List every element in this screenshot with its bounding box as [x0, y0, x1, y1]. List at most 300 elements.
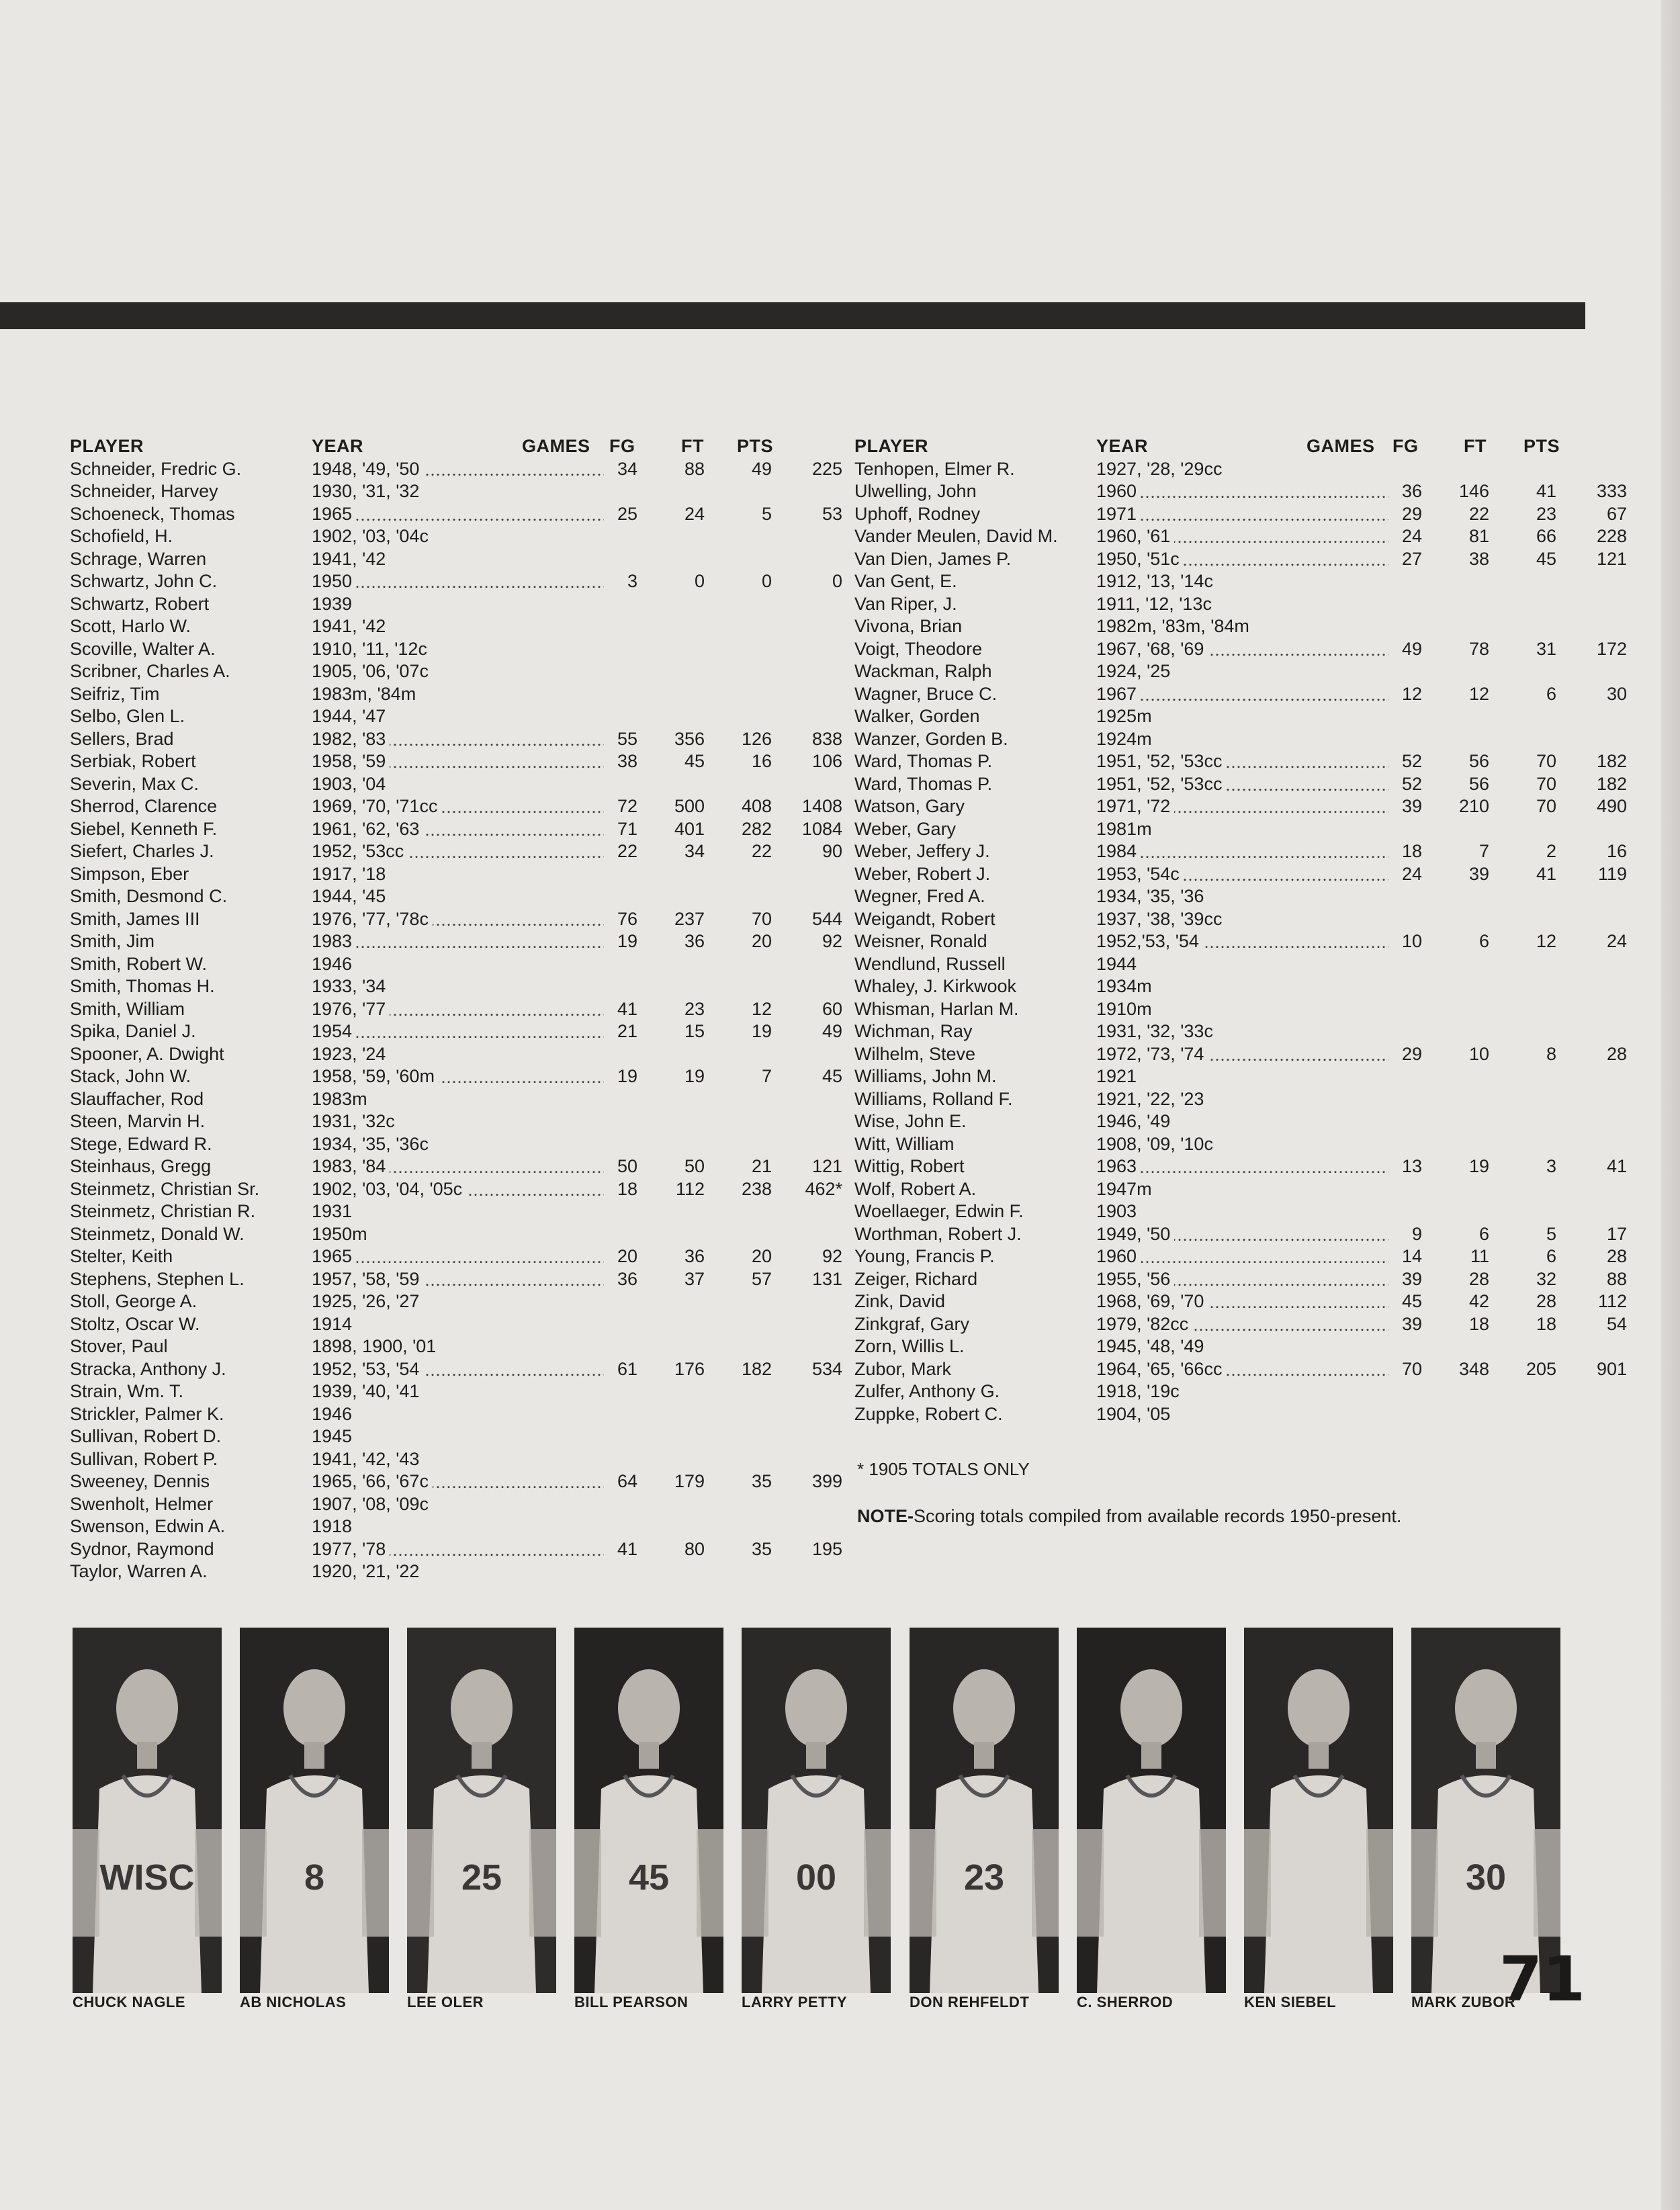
year-cell [312, 503, 604, 526]
header-rule-bar [0, 302, 1585, 329]
table-row [70, 1290, 863, 1313]
player-years: 1912, '13, '14c [1096, 571, 1217, 591]
player-years: 1903 [1096, 1201, 1141, 1221]
player-name: Smith, Robert W. [70, 953, 208, 974]
player-name: Zeiger, Richard [854, 1268, 978, 1289]
table-row [854, 998, 1647, 1021]
table-row [854, 1313, 1647, 1336]
player-name: Whisman, Harlan M. [854, 998, 1019, 1019]
table-row [854, 975, 1647, 998]
table-row [854, 885, 1647, 908]
ft-value: 12 [751, 998, 772, 1019]
fg-value: 38 [1468, 548, 1489, 569]
fg-value: 37 [684, 1268, 705, 1289]
year-cell [312, 548, 604, 571]
table-row [70, 1470, 863, 1493]
year-cell [1096, 750, 1388, 773]
fg-value: 56 [1468, 773, 1489, 794]
table-row [854, 773, 1647, 796]
player-name: Zulfer, Anthony G. [854, 1381, 1000, 1401]
fg-value: 348 [1458, 1358, 1489, 1379]
ft-value: 18 [1536, 1313, 1556, 1334]
fg-value: 45 [684, 751, 705, 771]
footnote: * 1905 TOTALS ONLY [857, 1459, 1030, 1479]
player-name: Wilhelm, Steve [854, 1043, 976, 1064]
pts-value: 16 [1606, 841, 1627, 861]
table-row [854, 480, 1647, 503]
ft-value: 126 [741, 728, 772, 749]
pts-value: 1408 [801, 796, 842, 816]
table-row [70, 1223, 863, 1246]
player-name: Walker, Gorden [854, 706, 980, 726]
player-years: 1921 [1096, 1066, 1141, 1086]
year-cell [1096, 885, 1388, 908]
player-name: Stover, Paul [70, 1336, 168, 1356]
header-player: PLAYER [854, 436, 929, 456]
player-years: 1946 [312, 954, 356, 974]
table-row [70, 750, 863, 773]
fg-value: 356 [674, 728, 705, 749]
header-year: YEAR [312, 436, 364, 456]
year-cell [312, 570, 604, 593]
fg-value: 23 [684, 998, 705, 1019]
player-name: Steinmetz, Donald W. [70, 1223, 245, 1244]
player-years: 1944, '47 [312, 706, 390, 726]
ft-value: 3 [1546, 1156, 1556, 1176]
games-value: 38 [617, 751, 637, 771]
pts-value: 45 [822, 1066, 842, 1086]
year-cell [312, 975, 604, 998]
svg-text:30: 30 [1465, 1857, 1507, 1898]
year-cell [312, 638, 604, 661]
player-years: 1927, '28, '29cc [1096, 459, 1226, 479]
photo-caption: CHUCK NAGLE [73, 1994, 186, 2010]
header-year: YEAR [1096, 436, 1149, 456]
table-row [70, 705, 863, 728]
year-cell [312, 480, 604, 503]
ft-value: 12 [1536, 931, 1556, 951]
year-cell [312, 1335, 604, 1358]
pts-value: 544 [811, 908, 842, 929]
player-years: 1972, '73, '74 [1096, 1044, 1208, 1064]
table-row [70, 615, 863, 638]
table-row [70, 998, 863, 1021]
player-name: Sullivan, Robert D. [70, 1426, 222, 1446]
table-row [70, 818, 863, 841]
fg-value: 36 [684, 931, 705, 951]
table-row [70, 795, 863, 818]
table-row [70, 773, 863, 796]
table-row [70, 1200, 863, 1223]
year-cell [1096, 480, 1388, 503]
year-cell [312, 1403, 604, 1426]
table-row [854, 1110, 1647, 1133]
player-years: 1955, '56 [1096, 1269, 1174, 1289]
year-cell [312, 1493, 604, 1516]
pts-value: 41 [1606, 1156, 1627, 1176]
year-cell [312, 1245, 604, 1268]
player-name: Worthman, Robert J. [854, 1223, 1022, 1244]
svg-text:WISC: WISC [99, 1857, 195, 1898]
year-cell [312, 1470, 604, 1493]
year-cell [312, 1110, 604, 1133]
player-years: 1957, '58, '59 [312, 1269, 423, 1289]
player-years: 1950m [312, 1224, 371, 1244]
player-name: Steinmetz, Christian R. [70, 1201, 256, 1221]
player-photo [1411, 1628, 1560, 1993]
ft-value: 70 [1536, 751, 1556, 771]
player-name: Wendlund, Russell [854, 953, 1006, 974]
pts-value: 92 [822, 1246, 842, 1266]
player-photo [742, 1628, 891, 1993]
player-years: 1941, '42, '43 [312, 1449, 423, 1469]
fg-value: 401 [674, 818, 705, 839]
year-cell [1096, 1335, 1388, 1358]
year-cell [312, 1290, 604, 1313]
page-binding-edge [1661, 0, 1680, 2210]
year-cell [312, 615, 604, 638]
table-row [70, 1403, 863, 1426]
table-row [70, 1358, 863, 1381]
player-name: Wagner, Bruce C. [854, 683, 998, 704]
pts-value: 54 [1606, 1313, 1627, 1334]
player-years: 1948, '49, '50 [312, 459, 423, 479]
year-cell [1096, 1268, 1388, 1291]
table-row [70, 1245, 863, 1268]
year-cell [1096, 930, 1388, 953]
player-years: 1950 [312, 571, 356, 591]
table-row [70, 728, 863, 751]
fg-value: 36 [684, 1246, 705, 1266]
year-cell [312, 705, 604, 728]
player-years: 1924, '25 [1096, 661, 1174, 681]
games-value: 27 [1401, 548, 1422, 569]
header-fg: FG [1392, 436, 1419, 456]
year-cell [1096, 1223, 1388, 1246]
pts-value: 67 [1606, 503, 1627, 524]
player-name: Smith, Thomas H. [70, 976, 215, 996]
player-years: 1965 [312, 1246, 356, 1266]
table-row [854, 840, 1647, 863]
player-years: 1983m [312, 1089, 371, 1109]
pts-value: 106 [811, 751, 842, 771]
ft-value: 16 [751, 751, 772, 771]
player-years: 1903, '04 [312, 774, 390, 794]
table-row [854, 503, 1647, 526]
table-row [70, 1493, 863, 1516]
player-years: 1923, '24 [312, 1044, 390, 1064]
ft-value: 35 [751, 1538, 772, 1559]
player-name: Smith, Jim [70, 931, 155, 951]
player-years: 1905, '06, '07c [312, 661, 433, 681]
table-row [854, 795, 1647, 818]
player-years: 1953, '54c [1096, 864, 1184, 884]
player-name: Van Dien, James P. [854, 548, 1012, 569]
games-value: 14 [1401, 1246, 1422, 1266]
header-pts: PTS [737, 436, 774, 456]
games-value: 19 [617, 931, 637, 951]
games-value: 41 [617, 1538, 637, 1559]
player-years: 1944 [1096, 954, 1141, 974]
table-row [854, 953, 1647, 976]
year-cell [312, 1425, 604, 1448]
player-name: Scribner, Charles A. [70, 661, 230, 681]
year-cell [312, 593, 604, 616]
year-cell [1096, 1155, 1388, 1178]
year-cell [312, 525, 604, 548]
player-name: Weber, Gary [854, 818, 957, 839]
player-years: 1960 [1096, 1246, 1141, 1266]
page-number: 71 [1499, 1943, 1586, 2015]
year-cell [312, 683, 604, 706]
fg-value: 12 [1468, 683, 1489, 704]
player-years: 1983 [312, 931, 356, 951]
pts-value: 462* [805, 1178, 842, 1199]
games-value: 39 [1401, 796, 1422, 816]
year-cell [1096, 1358, 1388, 1381]
year-cell [1096, 1088, 1388, 1111]
games-value: 29 [1401, 1043, 1422, 1064]
fg-value: 179 [674, 1471, 705, 1491]
player-years: 1964, '65, '66cc [1096, 1359, 1226, 1379]
svg-text:45: 45 [628, 1857, 670, 1898]
games-value: 24 [1401, 863, 1422, 884]
player-years: 1954 [312, 1021, 356, 1041]
player-name: Steinmetz, Christian Sr. [70, 1178, 260, 1199]
player-years: 1925, '26, '27 [312, 1291, 423, 1311]
player-name: Whaley, J. Kirkwook [854, 976, 1017, 996]
table-row [854, 1403, 1647, 1426]
year-cell [1096, 660, 1388, 683]
photo-caption: C. SHERROD [1077, 1994, 1174, 2010]
year-cell [1096, 1313, 1388, 1336]
player-name: Spika, Daniel J. [70, 1021, 196, 1041]
header-ft: FT [681, 436, 704, 456]
fg-value: 28 [1468, 1268, 1489, 1289]
pts-value: 172 [1596, 638, 1627, 659]
ft-value: 22 [751, 841, 772, 861]
table-row [854, 1133, 1647, 1156]
player-years: 1951, '52, '53cc [1096, 774, 1226, 794]
year-cell [312, 1065, 604, 1088]
year-cell [312, 930, 604, 953]
year-cell [312, 1268, 604, 1291]
pts-value: 28 [1606, 1043, 1627, 1064]
year-cell [312, 660, 604, 683]
ft-value: 6 [1546, 1246, 1556, 1266]
player-name: Stelter, Keith [70, 1246, 173, 1266]
ft-value: 45 [1536, 548, 1556, 569]
player-name: Sellers, Brad [70, 728, 174, 749]
table-row [70, 975, 863, 998]
table-row [70, 1043, 863, 1066]
table-row [854, 570, 1647, 593]
player-years: 1939, '40, '41 [312, 1381, 423, 1401]
games-value: 19 [617, 1066, 637, 1086]
photo-caption: DON REHFELDT [910, 1994, 1030, 2010]
games-value: 55 [617, 728, 637, 749]
year-cell [1096, 1380, 1388, 1403]
player-years: 1958, '59, '60m [312, 1066, 439, 1086]
table-row [854, 593, 1647, 616]
svg-text:25: 25 [461, 1857, 502, 1898]
ft-value: 70 [1536, 773, 1556, 794]
player-name: Smith, Desmond C. [70, 886, 228, 906]
fg-value: 22 [1468, 503, 1489, 524]
player-name: Severin, Max C. [70, 773, 200, 794]
svg-text:00: 00 [795, 1857, 837, 1898]
fg-value: 146 [1458, 481, 1489, 501]
table-row [854, 548, 1647, 571]
ft-value: 49 [751, 458, 772, 479]
ft-value: 282 [741, 818, 772, 839]
note-text: Scoring totals compiled from available records 1950-present. [914, 1506, 1402, 1526]
player-years: 1945 [312, 1426, 356, 1446]
player-name: Weisner, Ronald [854, 931, 987, 951]
player-name: Wise, John E. [854, 1111, 967, 1131]
ft-value: 2 [1546, 841, 1556, 861]
table-row [854, 1020, 1647, 1043]
games-value: 76 [617, 908, 637, 929]
ft-value: 28 [1536, 1291, 1556, 1311]
pts-value: 333 [1596, 481, 1627, 501]
year-cell [312, 1380, 604, 1403]
player-years: 1941, '42 [312, 549, 390, 569]
table-row [70, 1020, 863, 1043]
ft-value: 5 [761, 503, 772, 524]
player-years: 1914 [312, 1314, 356, 1334]
table-row [70, 1155, 863, 1178]
player-name: Simpson, Eber [70, 863, 189, 884]
player-name: Watson, Gary [854, 796, 965, 816]
ft-value: 6 [1546, 683, 1556, 704]
ft-value: 205 [1526, 1358, 1556, 1379]
pts-value: 17 [1606, 1223, 1627, 1244]
pts-value: 182 [1596, 751, 1627, 771]
player-years: 1952,'53, '54 [1096, 931, 1203, 951]
games-value: 12 [1401, 683, 1422, 704]
player-photo [240, 1628, 389, 1993]
player-years: 1930, '31, '32 [312, 481, 423, 501]
table-row [70, 863, 863, 886]
player-name: Young, Francis P. [854, 1246, 995, 1266]
player-name: Zinkgraf, Gary [854, 1313, 970, 1334]
player-name: Steinhaus, Gregg [70, 1156, 212, 1176]
table-row [854, 660, 1647, 683]
player-years: 1924m [1096, 729, 1156, 749]
roster-table-left [70, 435, 863, 1583]
year-cell [312, 1223, 604, 1246]
table-row [70, 458, 863, 481]
ft-value: 5 [1546, 1223, 1556, 1244]
ft-value: 41 [1536, 481, 1556, 501]
player-name: Sydnor, Raymond [70, 1538, 214, 1559]
player-years: 1910, '11, '12c [312, 639, 431, 659]
player-name: Stege, Edward R. [70, 1133, 212, 1154]
table-row [70, 570, 863, 593]
fg-value: 88 [684, 458, 705, 479]
year-cell [312, 953, 604, 976]
fg-value: 78 [1468, 638, 1489, 659]
player-photo [407, 1628, 556, 1993]
year-cell [1096, 840, 1388, 863]
table-row [854, 1088, 1647, 1111]
fg-value: 34 [684, 841, 705, 861]
header-games: GAMES [522, 436, 590, 456]
table-row [70, 1178, 863, 1201]
pts-value: 399 [811, 1471, 842, 1491]
pts-value: 228 [1596, 526, 1627, 546]
table-row [70, 638, 863, 661]
year-cell [1096, 1290, 1388, 1313]
year-cell [1096, 548, 1388, 571]
player-years: 1950, '51c [1096, 549, 1184, 569]
player-name: Strain, Wm. T. [70, 1381, 184, 1401]
player-name: Van Riper, J. [854, 593, 957, 614]
table-row [854, 1200, 1647, 1223]
fg-value: 11 [1470, 1246, 1489, 1266]
games-value: 36 [617, 1268, 637, 1289]
player-name: Siebel, Kenneth F. [70, 818, 218, 839]
player-years: 1967 [1096, 684, 1141, 704]
pts-value: 119 [1597, 863, 1627, 884]
fg-value: 6 [1478, 931, 1489, 951]
ft-value: 19 [751, 1021, 772, 1041]
table-row [70, 1560, 863, 1583]
player-name: Swenson, Edwin A. [70, 1516, 226, 1536]
fg-value: 19 [684, 1066, 705, 1086]
year-cell [1096, 818, 1388, 841]
year-cell [1096, 773, 1388, 796]
player-years: 1965 [312, 504, 356, 524]
games-value: 41 [617, 998, 637, 1019]
games-value: 49 [1401, 638, 1422, 659]
ft-value: 41 [1536, 863, 1556, 884]
pts-value: 28 [1606, 1246, 1627, 1266]
table-row [854, 1178, 1647, 1201]
ft-value: 70 [751, 908, 772, 929]
player-photo [910, 1628, 1059, 1993]
games-value: 39 [1401, 1268, 1422, 1289]
player-years: 1982m, '83m, '84m [1096, 616, 1253, 636]
svg-text:8: 8 [304, 1857, 325, 1898]
games-value: 72 [617, 796, 637, 816]
player-name: Zink, David [854, 1291, 946, 1311]
table-row [854, 818, 1647, 841]
player-years: 1946, '49 [1096, 1111, 1174, 1131]
player-name: Weber, Jeffery J. [854, 841, 990, 861]
player-name: Sweeney, Dennis [70, 1471, 210, 1491]
year-cell [312, 773, 604, 796]
photo-caption: MARK ZUBOR [1411, 1994, 1516, 2010]
games-value: 20 [617, 1246, 637, 1266]
header-ft: FT [1464, 436, 1487, 456]
games-value: 3 [627, 571, 637, 591]
player-years: 1951, '52, '53cc [1096, 751, 1226, 771]
player-years: 1952, '53cc [312, 841, 408, 861]
fg-value: 112 [675, 1178, 705, 1199]
fg-value: 19 [1468, 1156, 1489, 1176]
player-years: 1934, '35, '36c [312, 1134, 433, 1154]
year-cell [312, 1448, 604, 1471]
player-name: Witt, William [854, 1133, 955, 1154]
table-row [70, 1268, 863, 1291]
player-years: 1961, '62, '63 [312, 819, 423, 839]
player-name: Steen, Marvin H. [70, 1111, 206, 1131]
ft-value: 66 [1536, 526, 1556, 546]
pts-value: 90 [822, 841, 842, 861]
pts-value: 195 [811, 1538, 842, 1559]
